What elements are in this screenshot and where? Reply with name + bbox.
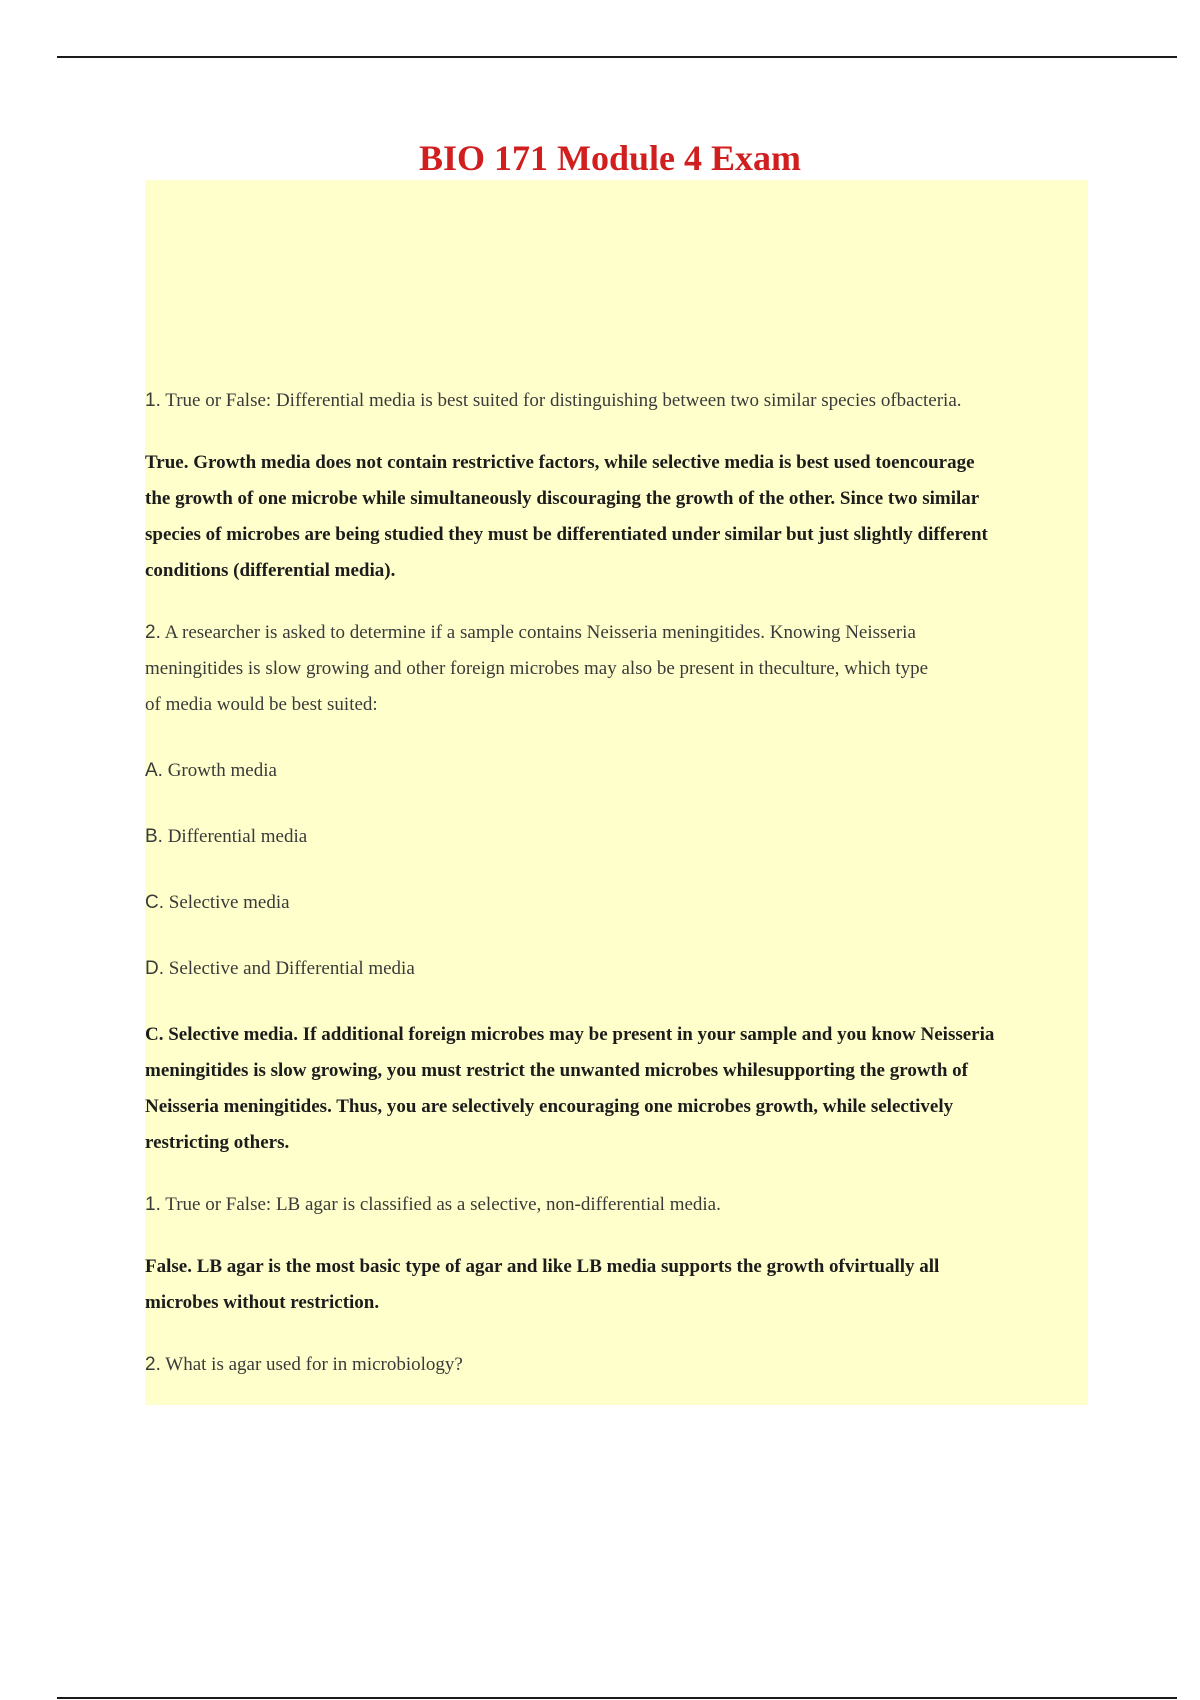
option-letter: D. [145, 958, 164, 979]
option-text: Selective media [168, 892, 290, 913]
question-line [145, 615, 1100, 651]
answer-line: the growth of one microbe while simultaneously discouraging the growth of the other. Since two similar [145, 488, 980, 509]
option-text: Selective and Differential media [168, 958, 415, 979]
page-title: BIO 171 Module 4 Exam [418, 138, 802, 178]
question-text: True or False: Differential media is best suited for distinguishing between two similar species ofbacteria. [165, 390, 962, 411]
footer-rule [57, 1697, 1177, 1699]
option-text: Growth media [167, 760, 277, 781]
answer-line: True. Growth media does not contain restrictive factors, while selective media is best used toencourage [145, 452, 975, 473]
option-letter: A. [145, 760, 163, 781]
question-number: 2. [145, 622, 161, 643]
header-rule [57, 56, 1177, 58]
question-1 [145, 383, 1100, 419]
question-number: 1. [145, 390, 161, 411]
question-3 [145, 1187, 1100, 1223]
option-d [145, 951, 1100, 987]
answer-1 [145, 445, 1100, 589]
answer-2 [145, 1017, 1100, 1161]
answer-line: species of microbes are being studied they must be differentiated under similar but just slightly different [145, 524, 988, 545]
option-letter: C. [145, 892, 164, 913]
option-b [145, 819, 1100, 855]
question-line: of media would be best suited: [145, 694, 378, 715]
question-text: What is agar used for in microbiology? [165, 1354, 463, 1375]
question-number: 1. [145, 1194, 161, 1215]
answer-line: conditions (differential media). [145, 560, 396, 581]
option-letter: B. [145, 826, 163, 847]
answer-line: C. Selective media. If additional foreign microbes may be present in your sample and you know Neisseria [145, 1024, 995, 1045]
document-body [145, 383, 1100, 1383]
answer-line: microbes without restriction. [145, 1292, 380, 1313]
answer-line: meningitides is slow growing, you must restrict the unwanted microbes whilesupporting the growth of [145, 1060, 969, 1081]
question-text: A researcher is asked to determine if a sample contains Neisseria meningitides. Knowing Neisseria [164, 622, 916, 643]
answer-line: restricting others. [145, 1132, 290, 1153]
option-c [145, 885, 1100, 921]
question-4 [145, 1347, 1100, 1383]
answer-3 [145, 1249, 1100, 1321]
question-number: 2. [145, 1354, 161, 1375]
question-text: True or False: LB agar is classified as a selective, non-differential media. [165, 1194, 721, 1215]
question-line: meningitides is slow growing and other foreign microbes may also be present in theculture, which type [145, 658, 929, 679]
answer-line: Neisseria meningitides. Thus, you are selectively encouraging one microbes growth, while selectively [145, 1096, 954, 1117]
option-text: Differential media [167, 826, 308, 847]
question-2 [145, 615, 1100, 723]
answer-line: False. LB agar is the most basic type of agar and like LB media supports the growth ofvirtually all [145, 1256, 940, 1277]
option-a [145, 753, 1100, 789]
